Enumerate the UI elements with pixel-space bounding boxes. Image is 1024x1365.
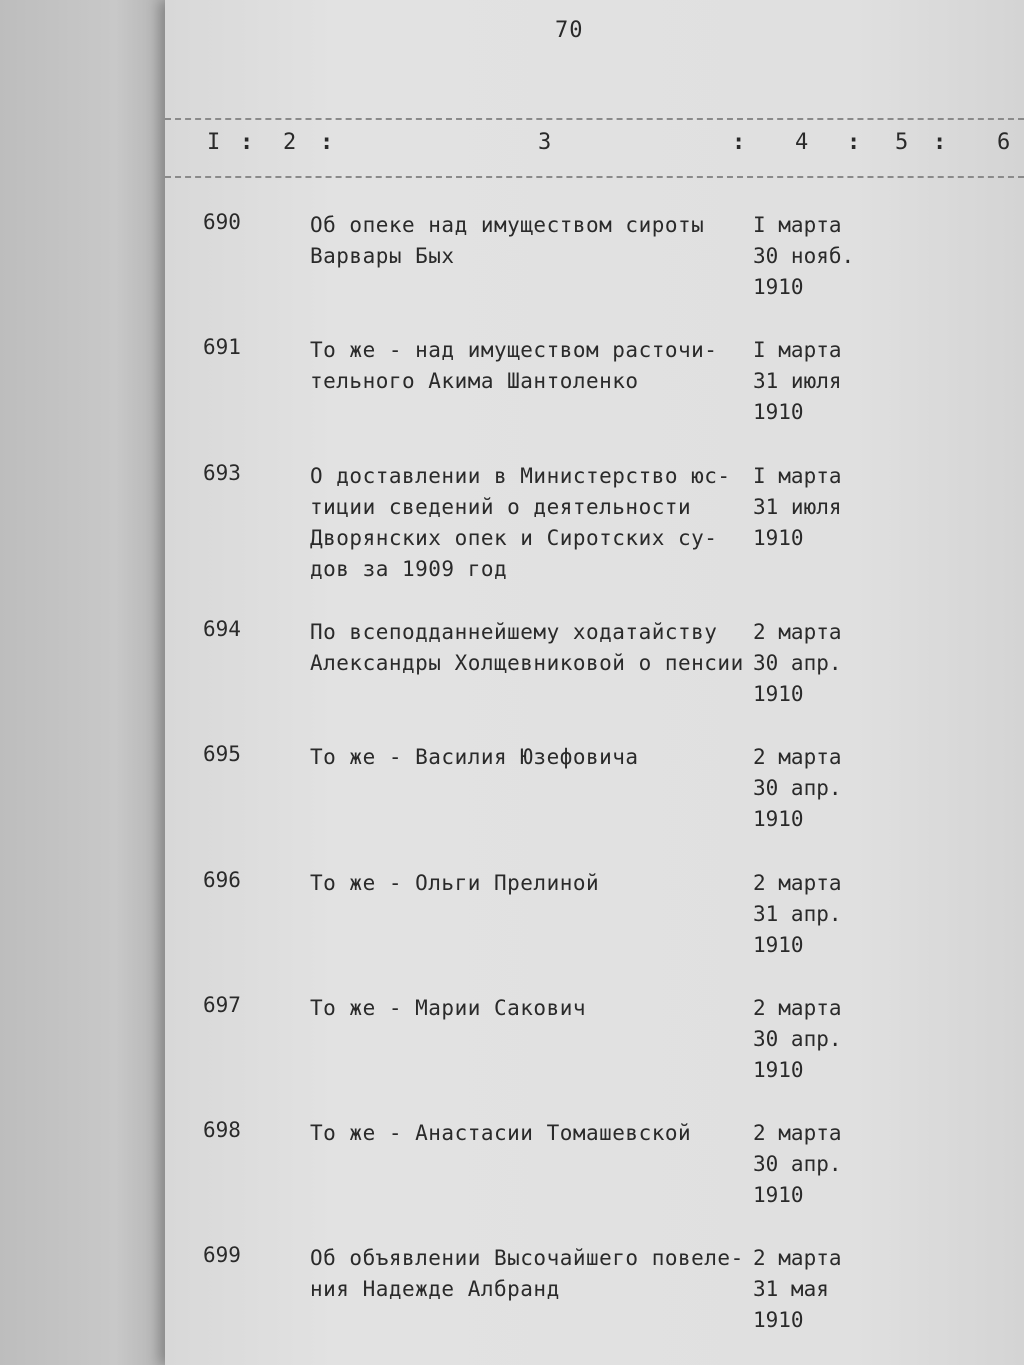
column-separator: : [240, 130, 254, 155]
entry-year: 1910 [753, 1308, 804, 1332]
entry-dates [753, 742, 863, 835]
entry-title: То же - Ольги Прелиной [310, 871, 600, 895]
column-header-1: I [207, 130, 221, 155]
column-separator: : [847, 130, 861, 155]
entry-start-date: 2 марта [753, 871, 842, 895]
entry-number: 697 [203, 993, 241, 1017]
column-header-row [165, 118, 1024, 178]
previous-page-edge [0, 0, 165, 1365]
list-item [165, 868, 1024, 978]
entry-end-date: 31 июля [753, 369, 842, 393]
entry-end-date: 30 апр. [753, 776, 842, 800]
column-separator: : [933, 130, 947, 155]
entry-end-date: 30 апр. [753, 1152, 842, 1176]
entry-start-date: I марта [753, 338, 842, 362]
entry-end-date: 31 апр. [753, 902, 842, 926]
column-header-5: 5 [895, 130, 909, 155]
column-separator: : [320, 130, 334, 155]
entry-number: 694 [203, 617, 241, 641]
entry-title: О доставлении в Министерство юс- тиции сведений о деятельности Дворянских опек и Сиротских су- дов за 1909 год [310, 464, 731, 581]
entry-number: 699 [203, 1243, 241, 1267]
entry-start-date: 2 марта [753, 745, 842, 769]
entry-year: 1910 [753, 275, 804, 299]
entry-number: 690 [203, 210, 241, 234]
entry-end-date: 30 апр. [753, 1027, 842, 1051]
entry-number: 695 [203, 742, 241, 766]
entry-title: По всеподданнейшему ходатайству Александры Холщевниковой о пенсии [310, 620, 744, 675]
entry-title: То же - над имуществом расточи- тельного Акима Шантоленко [310, 338, 718, 393]
entry-dates [753, 617, 863, 710]
column-header-3: 3 [538, 130, 552, 155]
list-item [165, 335, 1024, 445]
list-item [165, 210, 1024, 320]
list-item [165, 1243, 1024, 1353]
list-item [165, 993, 1024, 1103]
entry-dates [753, 210, 863, 303]
list-item [165, 617, 1024, 727]
list-item [165, 461, 1024, 581]
entry-year: 1910 [753, 526, 804, 550]
entry-year: 1910 [753, 933, 804, 957]
entry-dates [753, 1243, 863, 1336]
column-header-4: 4 [795, 130, 809, 155]
entry-title: Об объявлении Высочайшего повеле- ния Надежде Албранд [310, 1246, 744, 1301]
document-page [165, 0, 1024, 1365]
entry-number: 693 [203, 461, 241, 485]
entry-title: То же - Марии Сакович [310, 996, 587, 1020]
entry-title: Об опеке над имуществом сироты Варвары Бых [310, 213, 705, 268]
entry-year: 1910 [753, 682, 804, 706]
entry-dates [753, 868, 863, 961]
entry-start-date: I марта [753, 213, 842, 237]
entry-number: 691 [203, 335, 241, 359]
column-separator: : [732, 130, 746, 155]
page-number: 70 [555, 18, 584, 43]
entry-dates [753, 335, 863, 428]
entry-year: 1910 [753, 1183, 804, 1207]
entry-dates [753, 461, 863, 554]
entry-start-date: 2 марта [753, 1246, 842, 1270]
entry-start-date: 2 марта [753, 620, 842, 644]
entry-year: 1910 [753, 400, 804, 424]
column-header-6: 6 [997, 130, 1011, 155]
entry-title: То же - Василия Юзефовича [310, 745, 639, 769]
entry-number: 696 [203, 868, 241, 892]
entry-dates [753, 1118, 863, 1211]
entry-end-date: 30 апр. [753, 651, 842, 675]
entry-title: То же - Анастасии Томашевской [310, 1121, 692, 1145]
entry-end-date: 30 нояб. [753, 244, 855, 268]
column-header-2: 2 [283, 130, 297, 155]
entry-start-date: I марта [753, 464, 842, 488]
entry-year: 1910 [753, 807, 804, 831]
list-item [165, 1118, 1024, 1228]
entry-number: 698 [203, 1118, 241, 1142]
entry-end-date: 31 мая [753, 1277, 829, 1301]
list-item [165, 742, 1024, 852]
entry-end-date: 31 июля [753, 495, 842, 519]
entry-year: 1910 [753, 1058, 804, 1082]
entry-start-date: 2 марта [753, 1121, 842, 1145]
entry-dates [753, 993, 863, 1086]
entry-start-date: 2 марта [753, 996, 842, 1020]
